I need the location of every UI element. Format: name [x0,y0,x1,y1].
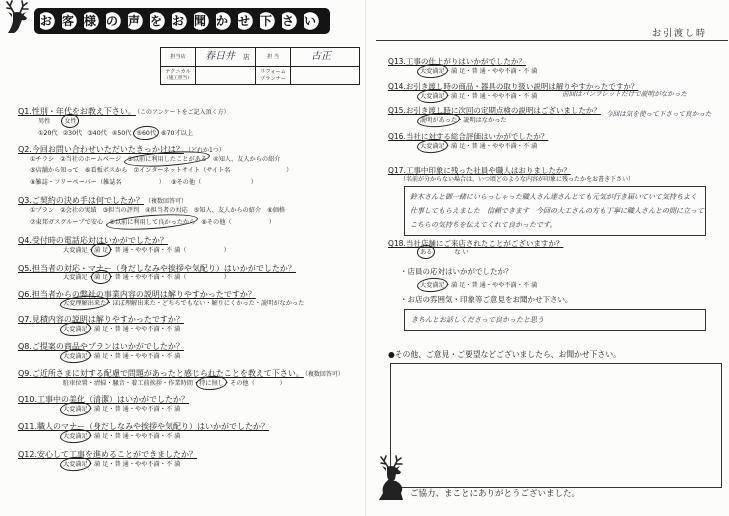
answer-option: 満 足 [450,282,466,289]
answer-option: 不 満 [522,143,538,150]
separator: ・ [444,93,451,100]
answer-option: 普 通 [114,326,129,333]
separator: ・ [128,326,135,333]
separator: ・ [159,247,166,254]
answer-option-selected: ⑧以前に利用して良かったから [109,219,196,226]
answer-row [420,248,469,257]
answer-option: やや不満 [135,247,160,254]
answer-option-selected: 説明があった [420,117,458,124]
answer-option: ⑤店舗から知って [30,167,79,174]
separator: ・ [485,68,492,75]
answer-row [420,116,507,125]
answer-option-selected: 特に無し [199,380,224,387]
answer-option: 大変満足 [63,247,88,254]
separator: ・ [485,282,492,289]
answer-option-selected: 大変満足 [63,433,88,440]
answer-option: やや不満 [135,461,160,468]
answer-option: 不 満 [165,406,181,413]
stage-label: お引渡し時 [652,29,708,39]
separator: ・ [108,353,115,360]
answer-row [420,142,537,151]
question-text: Q9.ご近所さまに対する配慮で問題があったと感じられたことを教えて下さい。 [18,369,304,378]
separator: ・ [124,380,132,387]
answer-option: 満 足 [93,406,109,413]
answer-option: 清掃 [93,380,107,387]
separator: ・ [516,93,523,100]
answer-option: ⑦インターネットサイト（サイト名 ） [133,167,293,174]
question-text: Q16.当社に対する総合評価はいかがでしたか？ [388,132,549,141]
answer-row [63,405,180,414]
answer-option-selected: 大変満足 [420,68,445,75]
separator: ・ [465,143,472,150]
answer-option: ②当社のホームページ [60,156,122,163]
answer-option: 満 足 [450,68,466,75]
answer-row [420,92,537,101]
question-note: （名前が分からない場合は、いつ頃どのような内容が印象に残ったかをお書き下さい） [400,176,635,183]
staff-table [160,47,360,85]
answer-option: 騒音 [112,380,125,387]
title-banner [34,8,330,34]
question-q17 [388,163,571,176]
question-text: Q12.安心して工事を進めることができましたか？ [18,450,198,459]
answer-option: 普 通 [471,282,486,289]
question-text: Q3.ご契約の決め手は何でしたか？ [18,196,144,205]
answer-option: ⑦東邦ガスグループで安心 [30,219,104,226]
answer-option-selected: ⑤60代 [136,130,157,137]
answer-option-selected: 満 足 [93,274,109,281]
answer-option: 普 通 [114,247,129,254]
separator: ・ [108,274,115,281]
answer-option: やや不満 [135,274,160,281]
answer-option: やや不満 [492,282,517,289]
answer-row [63,352,180,361]
answer-option: 不 満 [522,282,538,289]
store-label: 担当店 [170,54,186,60]
question-text: Q15.お引き渡し時に次回の定期点検の説明はございましたか？ [388,106,601,115]
handwritten-comment: 前回はパンフレットだけで説明がなかった [562,90,687,98]
answer-option: やや不満 [135,353,160,360]
answer-option: 普 通 [471,143,486,150]
answer-option-selected: 大変満足 [420,93,445,100]
answer-blank: （ ） [180,274,230,281]
answer-option: ⑤知人、友人からの紹介 [193,207,262,214]
answer-option-selected: 大変満足 [63,326,88,333]
answer-option-selected: 大変満足 [63,461,88,468]
page-fold [365,0,366,516]
answer-option: ⑥価格 [267,207,286,214]
planner-sub: プランナー [260,75,286,82]
handwritten-answer-line: 鈴木さんと御一緒にいらっしゃった職人さん達さんとても元気が行き届いていて気持ちよく [410,193,697,201]
page-title: お客様の声をお聞かせ下さい [40,8,326,34]
answer-option: ③担当の評判 [102,207,140,214]
thanks-message: ご協力、まことにありがとうございました。 [410,489,581,499]
answer-option: 満 足 [450,93,466,100]
separator: ・ [106,300,113,307]
answer-option: ほぼ理解出来た [112,300,156,307]
other-comments-heading: ●その他、ご意見・ご要望などございましたら、お聞かせ下さい。 [388,350,621,359]
separator: ・ [159,353,166,360]
separator: ・ [159,433,166,440]
separator: ・ [159,406,166,413]
answer-row [63,325,180,334]
store-value: 春日井 [205,51,235,62]
answer-option: ④50代 [111,130,132,137]
answer-option: ⑨その他（ ） [170,179,257,186]
answer-row [63,273,230,282]
question-text: Q13.工事の仕上がりはいかがでしたか？ [388,57,526,66]
answer-option-selected: 満 足 [93,247,109,254]
answer-option: 満 足 [93,326,109,333]
separator: ・ [516,282,523,289]
handwritten-comment: 今回は気を使って下さって良かった [606,110,712,118]
question-text: Q10.工事中の美化（清潔）はいかがでしたか？ [18,395,190,404]
question-heading [18,339,184,352]
question-heading [18,312,184,325]
separator: ・ [223,380,231,387]
answer-option: ①プラン [30,207,55,214]
question-heading [18,104,230,118]
separator: ・ [87,274,94,281]
question-text: Q2.今回お問い合わせいただいたきっかけは？ [18,145,184,154]
answer-option: 普 通 [114,433,129,440]
tech-sub: （施工担当） [164,75,192,81]
question-text: Q11.職人のマナー（身だしなみや挨拶や気配り）はいかがでしたか？ [18,422,270,431]
answer-row [420,281,537,290]
separator: ・ [87,461,94,468]
answer-option: 駐車位置 [63,380,88,387]
answer-option: 普 通 [114,353,129,360]
answer-option: 作業時間 [168,380,193,387]
answer-option-selected: ③以前に利用したことがある [127,156,208,163]
answer-option: やや不満 [135,406,160,413]
answer-option: 説明がなかった [260,300,305,307]
separator: ・ [108,326,115,333]
rep-value: 古正 [311,51,331,62]
answer-option: やや不満 [492,143,517,150]
question-text: Q18.当社店舗にご来店されたことがございますか？ [388,239,564,248]
separator: ・ [128,461,135,468]
answer-option: 不 満 [165,274,181,281]
answer-row [63,379,286,388]
separator: ・ [128,247,135,254]
question-text: Q5.担当者の対応・マナー（身だしなみや挨拶や気配り）はいかがでしたか？ [18,264,296,273]
answer-row [63,460,180,469]
answer-option: やや不満 [492,93,517,100]
separator: ・ [87,326,94,333]
question-heading [388,236,563,249]
answer-option: ②会社の実績 [60,207,97,214]
answer-row [30,166,292,175]
question-note: （複数回答可） [304,371,344,378]
question-text: Q4.受付時の電話応対はいかがでしたか？ [18,236,168,245]
answer-option: 満 足 [93,433,109,440]
answer-option: 解りにくかった [211,300,255,307]
answer-row [38,129,193,138]
answer-option: ①20代 [38,130,58,137]
answer-blank: （ ） [180,247,230,254]
answer-option: 大変満足 [63,274,88,281]
staff-service-question: ・店員の応対はいかがでしたか？ [400,267,513,276]
answer-option: 普 通 [114,461,129,468]
separator: ・ [162,380,169,387]
rep-label: 担 当 [266,54,280,60]
question-note: （このアンケートをご記入頂く方） [136,109,230,116]
separator: ・ [205,300,212,307]
answer-option: その他（ ） [230,380,286,387]
separator: ・ [108,406,115,413]
separator: ・ [444,282,451,289]
answer-option-selected: 大変満足 [63,353,88,360]
answer-option: 普 通 [471,68,486,75]
deer-mascot-icon [376,455,408,501]
answer-option: 普 通 [114,406,129,413]
separator: ・ [87,433,94,440]
separator: ・ [87,380,94,387]
separator: ・ [128,433,135,440]
separator: ・ [128,406,135,413]
answer-option: やや不満 [135,326,160,333]
handwritten-shop-answer: きちんとお話しくださって良かったと思う [411,316,544,324]
separator: ・ [108,247,115,254]
answer-row [30,155,280,164]
answer-option: 不 満 [522,93,538,100]
answer-option: 不 満 [165,353,181,360]
answer-option: 満 足 [450,143,466,150]
separator: ・ [465,93,472,100]
separator: ・ [159,274,166,281]
answer-option-selected: 大変満足 [420,282,445,289]
separator: ・ [516,143,523,150]
separator: ・ [159,326,166,333]
answer-option: 不 満 [165,247,181,254]
answer-option: 満 足 [93,461,109,468]
separator: ・ [516,68,523,75]
question-text: Q7.見積内容の説明は解りやすかったですか？ [18,315,184,324]
question-note: （複数回答可） [144,198,187,205]
separator: ・ [87,247,94,254]
answer-option-selected: 大変理解出来た [63,300,107,307]
answer-option: 不 満 [165,326,181,333]
answer-option-selected: 大変満足 [63,406,88,413]
answer-option-selected: ある [420,249,433,256]
answer-option: 満 足 [93,353,109,360]
handwritten-answer-line: こちらの気持ちを伝えてくれて良かったです。 [410,221,557,229]
table-divider [161,66,359,67]
answer-option: 普 通 [114,274,129,281]
question-heading [388,103,601,116]
question-text: Q8.ご提案の商品やプランはいかがでしたか？ [18,342,184,351]
question-text: Q14.お引き渡し時の商品・器具の取り扱い説明は解りやすかったですか？ [388,82,639,91]
separator: ・ [128,274,135,281]
separator: ・ [192,380,200,387]
answer-option: ③40代 [87,130,107,137]
separator: ・ [444,68,451,75]
answer-option: な い [454,249,469,256]
question-note: （どれか1つ） [184,147,225,154]
separator: ・ [444,143,451,150]
answer-row [63,246,230,255]
question-text: Q17.工事中印象に残った社員や職人はおりましたか？ [388,166,571,175]
answer-option: 普 通 [471,93,486,100]
separator: ・ [155,300,162,307]
planner-label: リフォーム [260,69,286,75]
store-suffix: 店 [243,53,250,61]
separator: ・ [465,68,472,75]
answer-option: 男性 [38,118,51,125]
answer-option: ①チラシ [30,156,55,163]
answer-row [63,299,304,308]
separator: ・ [254,300,261,307]
answer-option: 着工前挨拶 [131,380,162,387]
answer-option: 不 満 [522,68,538,75]
other-comments-box [390,363,722,488]
separator: ・ [485,143,492,150]
separator: ・ [457,117,464,124]
answer-option: 説明はなかった [463,117,507,124]
answer-option: どちらでもない [162,300,206,307]
answer-option: ④知人、友人からの紹介 [213,156,281,163]
answer-option: ⑥70才以上 [161,130,194,137]
question-heading [18,447,197,460]
separator: ・ [87,353,94,360]
answer-option: ⑧雑誌・フリーペーパー（雑誌名 ） [30,179,165,186]
answer-row [420,67,537,76]
question-heading [18,233,168,246]
separator: ・ [108,433,115,440]
shop-answer-box [404,309,706,331]
shop-impression-question: ・お店の雰囲気・印象等ご意見をお聞かせ下さい。 [400,295,573,304]
answer-row [30,218,275,227]
q17-answer-box [404,186,706,236]
deer-logo-icon [3,0,33,34]
answer-row [30,178,257,187]
question-heading [18,366,344,380]
answer-option: ④担当者の対応 [145,207,188,214]
answer-option: 不 満 [165,461,181,468]
separator: ・ [465,282,472,289]
question-heading [388,129,548,142]
question-heading [18,392,189,405]
separator: ・ [106,380,113,387]
answer-option: やや不満 [135,433,160,440]
answer-option: ⑥看板ポスから [84,167,128,174]
answer-option: 不 満 [165,433,181,440]
question-heading [388,54,526,67]
tech-label: テクニカル [165,69,191,75]
question-text: Q1.性別・年代をお教え下さい。 [18,107,136,116]
separator: ・ [108,461,115,468]
question-heading [18,419,269,432]
answer-option: ⑨その他（ ） [201,219,275,226]
answer-option-selected: 大変満足 [420,143,445,150]
answer-option: ②30代 [62,130,83,137]
header-rule [376,40,728,41]
answer-option: やや不満 [492,68,517,75]
answer-option-selected: 女性 [64,118,77,125]
separator: ・ [485,93,492,100]
question-heading [18,193,187,207]
answer-row [63,432,180,441]
separator: ・ [128,353,135,360]
separator: ・ [87,406,94,413]
separator: ・ [159,461,166,468]
question-text: Q6.担当者からの弊社の事業内容の説明は解りやすかったですか？ [18,290,256,299]
answer-row [38,117,77,126]
handwritten-answer-line: 仕事してもらえました 信頼できます 今回の大工さんの方も丁寧に職人さんとの間に立って [410,207,704,215]
